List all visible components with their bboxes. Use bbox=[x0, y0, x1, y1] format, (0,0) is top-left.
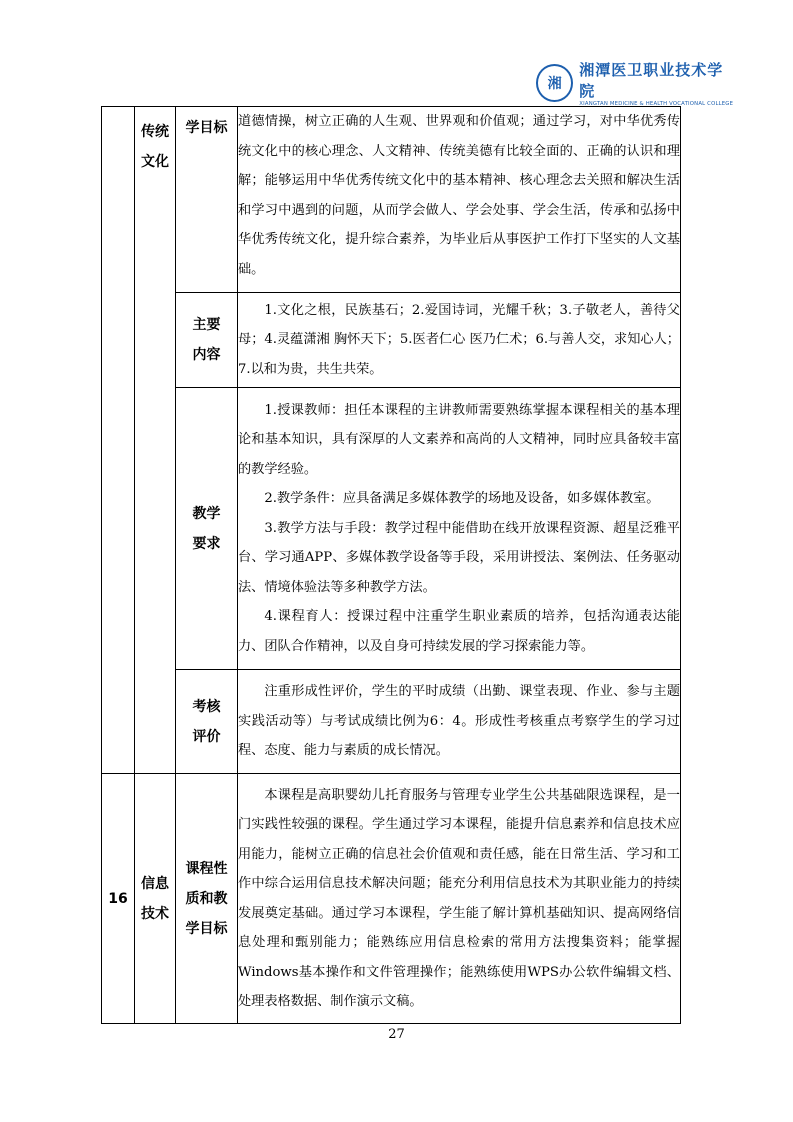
school-logo bbox=[536, 61, 736, 107]
table-row bbox=[102, 293, 681, 388]
content-text: 1.文化之根，民族基石；2.爱国诗词，光耀千秋；3.子敬老人，善待父母；4.灵蕴潇湘 胸怀天下；5.医者仁心 医乃仁术；6.与善人交，求知心人；7.以和为贵，共生共荣。 bbox=[238, 293, 681, 388]
category-content: 主要 内容 bbox=[176, 293, 238, 388]
category-goal: 课程性 质和教 学目标 bbox=[176, 774, 238, 1024]
course-name-cell: 信息 技术 bbox=[135, 774, 176, 1024]
assessment-text: 注重形成性评价，学生的平时成绩（出勤、课堂表现、作业、参与主题实践活动等）与考试成绩比例为6：4。形成性考核重点考察学生的学习过程、态度、能力与素质的成长情况。 bbox=[238, 670, 681, 774]
row-number-cell bbox=[102, 107, 135, 774]
table-row bbox=[102, 670, 681, 774]
course-name-cell: 传统 文化 bbox=[135, 107, 176, 774]
school-emblem-icon: 湘 bbox=[536, 64, 573, 102]
goal-text: 道德情操，树立正确的人生观、世界观和价值观；通过学习，对中华优秀传统文化中的核心理念、人文精神、传统美德有比较全面的、正确的认识和理解；能够运用中华优秀传统文化中的基本精神、核心理念去关照和解决生活和学习中遇到的问题，从而学会做人、学会处事、学会生活，传承和弘扬中华优秀传统文化，提升综合素养，为毕业后从事医护工作打下坚实的人文基础。 bbox=[238, 107, 681, 293]
table-row bbox=[102, 774, 681, 1024]
table-row bbox=[102, 107, 681, 293]
category-teaching: 教学 要求 bbox=[176, 388, 238, 670]
goal-text: 本课程是高职婴幼儿托育服务与管理专业学生公共基础限选课程，是一门实践性较强的课程。学生通过学习本课程，能提升信息素养和信息技术应用能力，能树立正确的信息社会价值观和责任感，能在日常生活、学习和工作中综合运用信息技术解决问题；能充分利用信息技术为其职业能力的持续发展奠定基础。通过学习本课程，学生能了解计算机基础知识、提高网络信息处理和甄别能力；能熟练应用信息检索的常用方法搜集资料；能掌握Windows基本操作和文件管理操作；能熟练使用WPS办公软件编辑文档、处理表格数据、制作演示文稿。 bbox=[238, 774, 681, 1024]
course-table bbox=[101, 106, 681, 1024]
page-number: 27 bbox=[388, 1027, 405, 1042]
school-name-en: XIANGTAN MEDICINE & HEALTH VOCATIONAL COLLEGE bbox=[579, 101, 734, 107]
teaching-text: 1.授课教师：担任本课程的主讲教师需要熟练掌握本课程相关的基本理论和基本知识，具有深厚的人文素养和高尚的人文精神，同时应具备较丰富的教学经验。 2.教学条件：应具备满足多媒体教学的场地及设备，如多媒体教室。 3.教学方法与手段：教学过程中能借助在线开放课程资源、超星泛雅平台、学习通APP、多媒体教学设备等手段，采用讲授法、案例法、任务驱动法、情境体验法等多种教学方法。 4.课程育人：授课过程中注重学生职业素质的培养，包括沟通表达能力、团队合作精神，以及自身可持续发展的学习探索能力等。 bbox=[238, 388, 681, 670]
school-name bbox=[579, 59, 736, 107]
category-goal: 学目标 bbox=[176, 107, 238, 293]
table-row bbox=[102, 388, 681, 670]
row-number: 16 bbox=[102, 774, 135, 1024]
category-assessment: 考核 评价 bbox=[176, 670, 238, 774]
school-name-cn: 湘潭医卫职业技术学院 bbox=[579, 61, 724, 100]
